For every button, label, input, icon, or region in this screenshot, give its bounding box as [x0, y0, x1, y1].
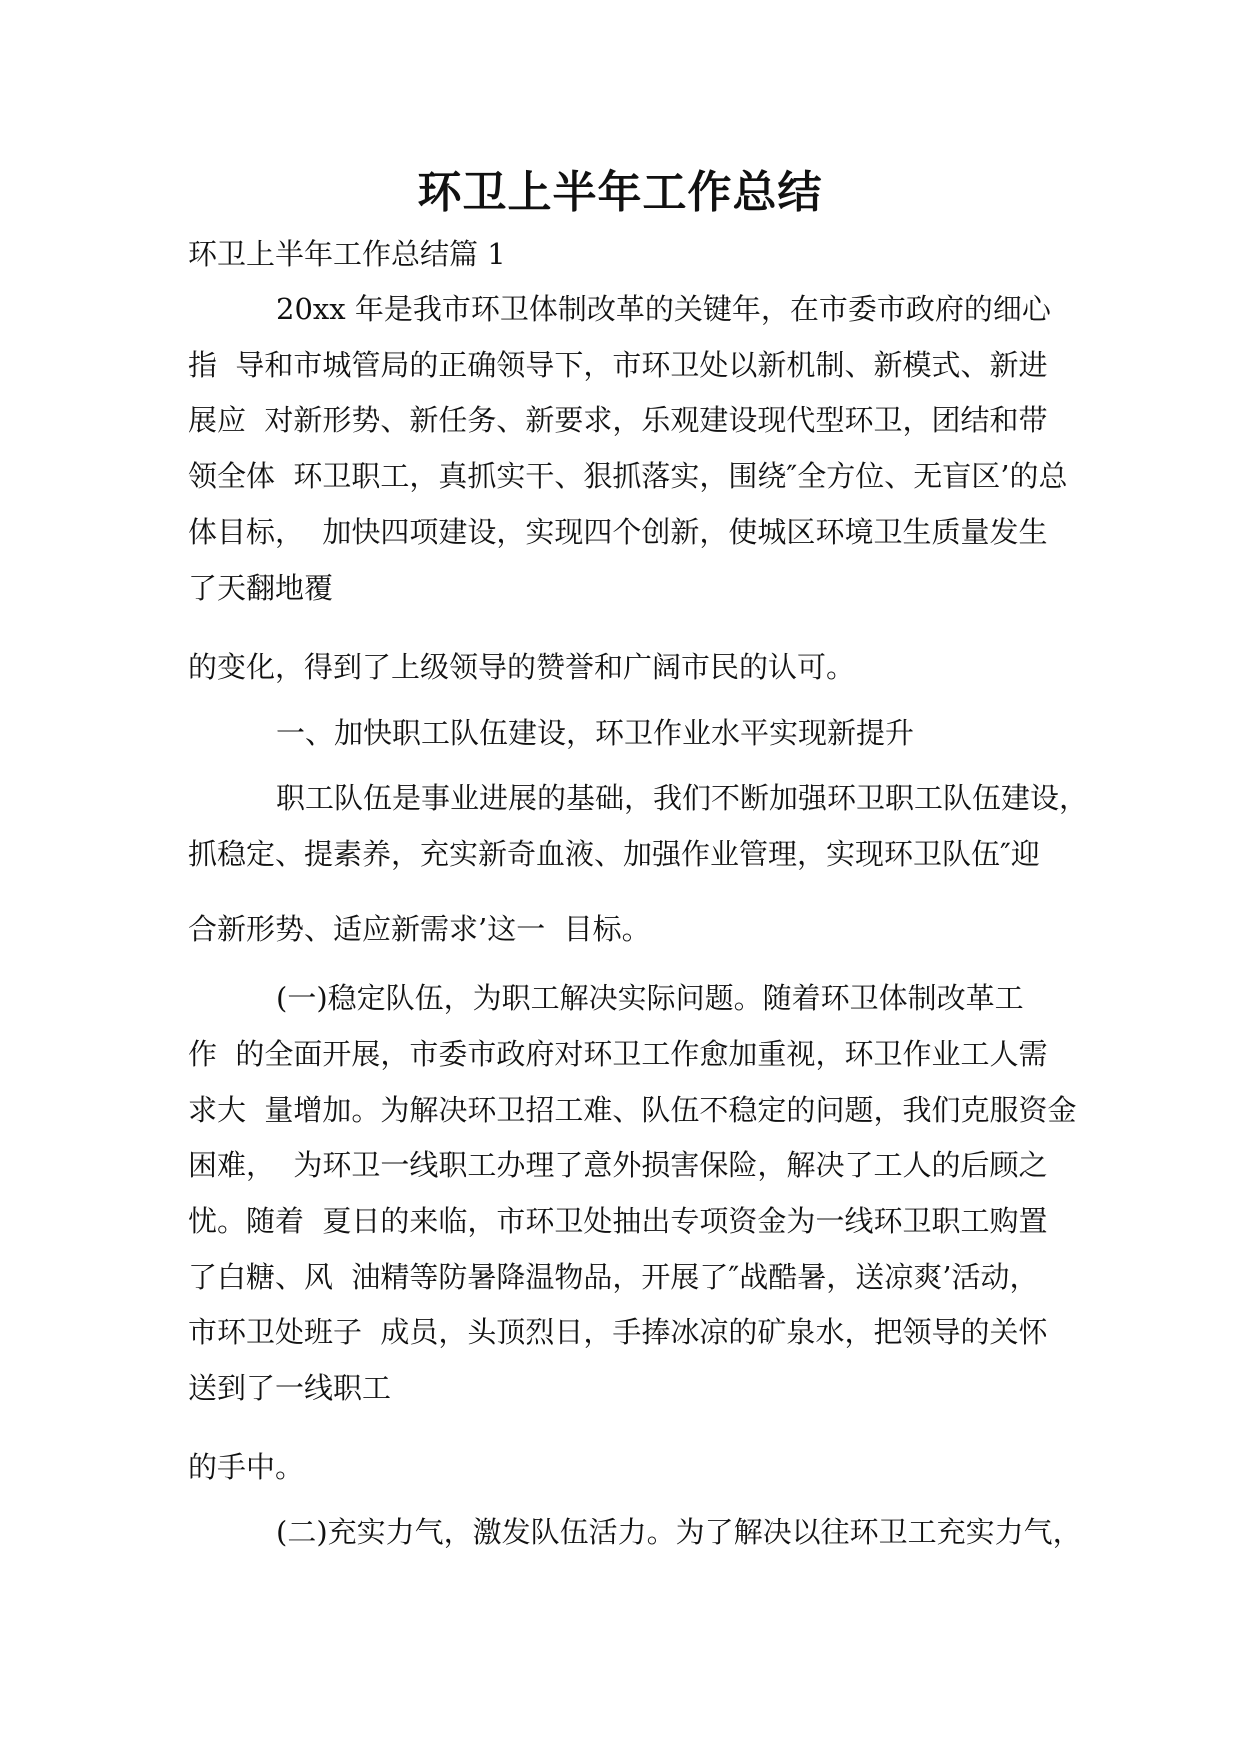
paragraph-line: 困难， 为环卫一线职工办理了意外损害保险，解决了工人的后顾之: [188, 1148, 1048, 1182]
paragraph-line: 抓稳定、提素养，充实新奇血液、加强作业管理，实现环卫队伍″迎: [188, 837, 1040, 871]
document-subtitle: 环卫上半年工作总结篇 1: [188, 237, 506, 271]
paragraph-line: 20xx 年是我市环卫体制改革的关键年，在市委市政府的细心: [276, 292, 1051, 326]
section-heading: 一、加快职工队伍建设，环卫作业水平实现新提升: [276, 716, 915, 750]
paragraph-line: 忧。随着 夏日的来临，市环卫处抽出专项资金为一线环卫职工购置: [188, 1204, 1048, 1238]
paragraph-line: (一)稳定队伍，为职工解决实际问题。随着环卫体制改革工: [276, 981, 1024, 1015]
paragraph-line: 领全体 环卫职工，真抓实干、狠抓落实，围绕″全方位、无盲区’的总: [188, 459, 1068, 493]
paragraph-line: 求大 量增加。为解决环卫招工难、队伍不稳定的问题，我们克服资金: [188, 1093, 1077, 1127]
paragraph-line: 指 导和市城管局的正确领导下，市环卫处以新机制、新模式、新进: [188, 348, 1048, 382]
paragraph-line: 体目标， 加快四项建设，实现四个创新，使城区环境卫生质量发生: [188, 515, 1048, 549]
paragraph-line: 了天翻地覆: [188, 571, 334, 605]
paragraph-line: 送到了一线职工: [188, 1371, 392, 1405]
paragraph-line: 市环卫处班子 成员，头顶烈日，手捧冰凉的矿泉水，把领导的关怀: [188, 1315, 1048, 1349]
paragraph-line: 了白糖、风 油精等防暑降温物品，开展了″战酷暑，送凉爽’活动，: [188, 1260, 1039, 1294]
paragraph-line: 合新形势、适应新需求’这一 目标。: [188, 912, 651, 946]
paragraph-line: 的变化，得到了上级领导的赞誉和广阔市民的认可。: [188, 650, 856, 684]
paragraph-line: 职工队伍是事业进展的基础，我们不断加强环卫职工队伍建设，: [276, 781, 1089, 815]
paragraph-line: 展应 对新形势、新任务、新要求，乐观建设现代型环卫，团结和带: [188, 403, 1048, 437]
paragraph-line: 的手中。: [188, 1450, 305, 1484]
paragraph-line: 作 的全面开展，市委市政府对环卫工作愈加重视，环卫作业工人需: [188, 1037, 1048, 1071]
document-title: 环卫上半年工作总结: [417, 167, 823, 218]
paragraph-line: (二)充实力气，激发队伍活力。为了解决以往环卫工充实力气，: [276, 1515, 1082, 1549]
